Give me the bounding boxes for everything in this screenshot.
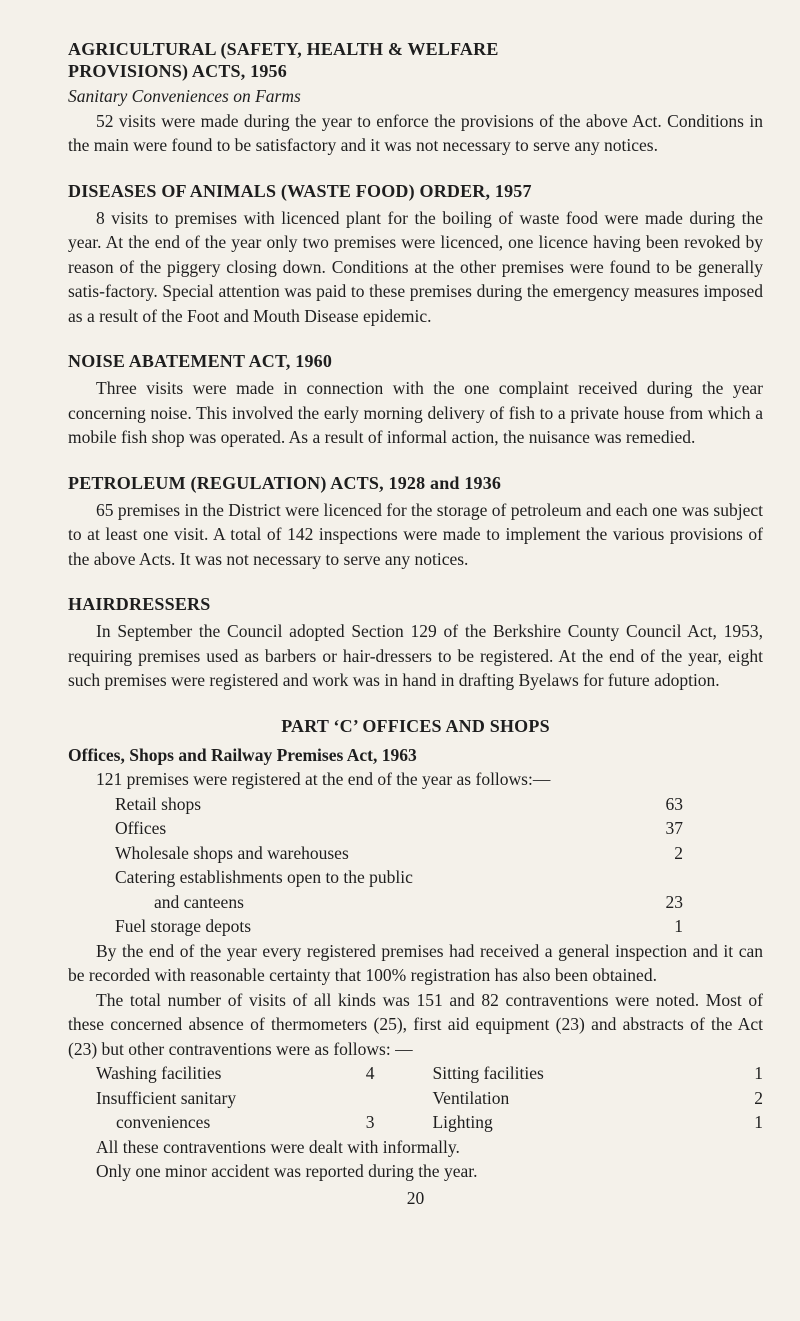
list-item	[432, 1110, 763, 1135]
list-item-label: Insufficient sanitary	[96, 1087, 237, 1108]
list-item	[432, 1061, 763, 1086]
list-item-label: Offices	[115, 818, 167, 838]
list-item-value: 63	[665, 793, 683, 814]
para-agricultural: 52 visits were made during the year to enforce the provisions of the above Act. Conditions in the main were found to be satisfactory and it was not necessary to serve any notices.	[68, 110, 763, 155]
list-item-value: 1	[754, 1112, 763, 1132]
list-item-value: 2	[754, 1087, 763, 1108]
subheading-sanitary: Sanitary Conveniences on Farms	[68, 86, 301, 106]
list-item-label: conveniences	[116, 1112, 211, 1132]
list-item-label: Washing facilities	[96, 1063, 222, 1083]
list-item	[96, 1086, 374, 1111]
section-agricultural	[68, 38, 763, 158]
list-item-label: Wholesale shops and warehouses	[115, 842, 349, 863]
list-item	[68, 890, 683, 915]
heading-hairdressers: HAIRDRESSERS	[68, 594, 211, 614]
list-item	[96, 1110, 374, 1135]
list-item-label: Lighting	[432, 1112, 493, 1132]
para-accident: Only one minor accident was reported during the year.	[96, 1161, 478, 1181]
para-hairdressers: In September the Council adopted Section 129 of the Berkshire County Council Act, 1953, requiring premises used as barbers or hair-dressers to be registered. At the end of the year, eight such premises were registered and work was in hand in drafting Byelaws for future adoption.	[68, 621, 763, 690]
para-inspection: By the end of the year every registered premises had received a general inspection and it can be recorded with reasonable certainty that 100% registration has also been obtained.	[68, 940, 763, 985]
list-item	[432, 1086, 763, 1111]
registered-premises-list	[68, 792, 763, 939]
section-petroleum	[68, 472, 763, 572]
list-item	[68, 816, 683, 841]
list-item-label: and canteens	[154, 891, 244, 912]
heading-agricultural-line1: AGRICULTURAL (SAFETY, HEALTH & WELFARE	[68, 39, 499, 59]
list-item-label: Sitting facilities	[432, 1063, 544, 1083]
heading-agricultural-line2: PROVISIONS) ACTS, 1956	[68, 61, 287, 81]
heading-part-c: PART ‘C’ OFFICES AND SHOPS	[281, 715, 550, 736]
heading-diseases: DISEASES OF ANIMALS (WASTE FOOD) ORDER, 1957	[68, 180, 532, 201]
list-item-value: 2	[674, 842, 683, 863]
list-item-label: Fuel storage depots	[115, 916, 252, 936]
list-item-value: 37	[665, 818, 683, 838]
section-hairdressers	[68, 593, 763, 693]
list-item-value: 1	[754, 1063, 763, 1083]
list-item	[68, 865, 683, 890]
list-item-value: 3	[365, 1112, 375, 1132]
contraventions-left-column	[96, 1061, 374, 1135]
page-number: 20	[406, 1187, 425, 1208]
list-item	[68, 841, 683, 866]
para-petroleum: 65 premises in the District were licenced for the storage of petroleum and each one was subject to at least one visit. A total of 142 inspections were made to implement the various provisions of the above Acts. It was not necessary to serve any notices.	[68, 499, 763, 569]
heading-petroleum: PETROLEUM (REGULATION) ACTS, 1928 and 1936	[68, 472, 502, 493]
para-dealt-informally: All these contraventions were dealt with informally.	[96, 1136, 460, 1157]
contraventions-table	[68, 1061, 763, 1135]
section-diseases	[68, 180, 763, 329]
para-diseases: 8 visits to premises with licenced plant for the boiling of waste food were made during the year. At the end of the year only two premises were licenced, one licence having been revoked by reason of the piggery closing down. Conditions at the other premises were found to be generally satis-factory. Special attention was paid to these premises during the emergency measures imposed as a result of the Foot and Mouth Disease epidemic.	[68, 207, 763, 326]
list-item-label: Catering establishments open to the public	[115, 867, 413, 887]
contraventions-right-column	[432, 1061, 763, 1135]
section-noise	[68, 350, 763, 450]
heading-noise: NOISE ABATEMENT ACT, 1960	[68, 351, 333, 371]
list-item-label: Ventilation	[432, 1087, 510, 1108]
list-item-label: Retail shops	[115, 793, 202, 814]
list-item	[68, 914, 683, 939]
intro-registered: 121 premises were registered at the end of the year as follows:—	[96, 769, 551, 789]
subheading-offices-act: Offices, Shops and Railway Premises Act, 1963	[68, 744, 417, 765]
list-item-value: 23	[665, 891, 683, 912]
para-contraventions: The total number of visits of all kinds was 151 and 82 contraventions were noted. Most of these concerned absence of thermometers (25), first aid equipment (23) and abstracts of the Act (23) but other contraventions were as follows: —	[68, 989, 763, 1059]
para-noise: Three visits were made in connection with the one complaint received during the year concerning noise. This involved the early morning delivery of fish to a private house from which a mobile fish shop was operated. As a result of informal action, the nuisance was remedied.	[68, 378, 763, 447]
list-item	[96, 1061, 374, 1086]
section-part-c	[68, 715, 763, 1184]
list-item-value: 1	[674, 916, 683, 936]
list-item	[68, 792, 683, 817]
list-item-value: 4	[365, 1063, 375, 1083]
